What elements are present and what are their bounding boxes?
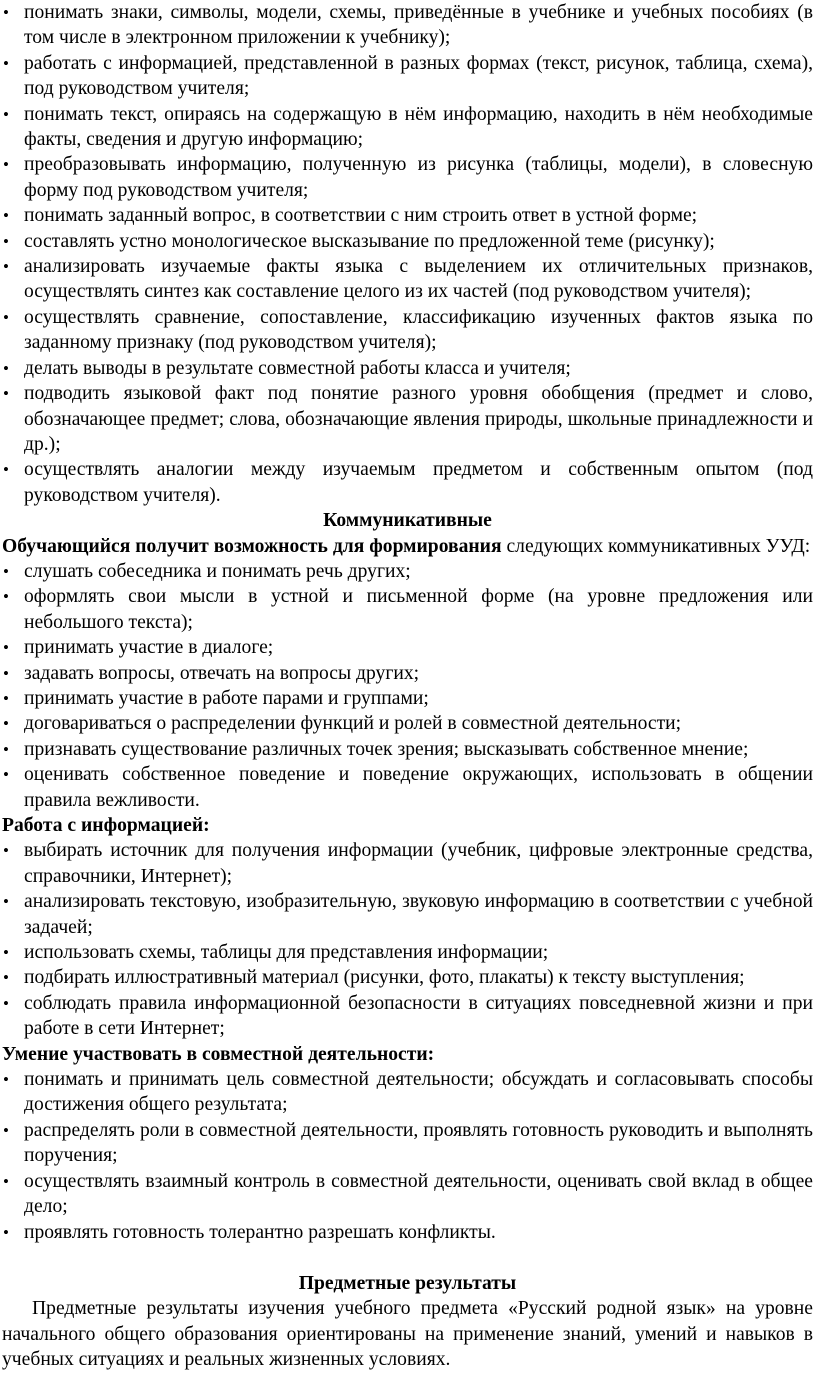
list-item: • задавать вопросы, отвечать на вопросы других; bbox=[2, 661, 813, 686]
list-item: • анализировать текстовую, изобразительную, звуковую информацию в соответствии с учебной задачей; bbox=[2, 889, 813, 940]
communicative-intro bbox=[2, 534, 813, 559]
list-item: • понимать знаки, символы, модели, схемы, приведённые в учебнике и учебных пособиях (в том числе в электронном приложении к учебнику); bbox=[2, 0, 813, 51]
list-item: • понимать заданный вопрос, в соответствии с ним строить ответ в устной форме; bbox=[2, 203, 813, 228]
list-item: • анализировать изучаемые факты языка с выделением их отличительных признаков, осуществлять синтез как составление целого из их частей (под руководством учителя); bbox=[2, 254, 813, 305]
list-item: • признавать существование различных точек зрения; высказывать собственное мнение; bbox=[2, 737, 813, 762]
list-item: • договариваться о распределении функций и ролей в совместной деятельности; bbox=[2, 711, 813, 736]
list-item: • оформлять свои мысли в устной и письменной форме (на уровне предложения или небольшого текста); bbox=[2, 584, 813, 635]
information-list bbox=[2, 838, 813, 1041]
communicative-list bbox=[2, 559, 813, 813]
information-heading: Работа с информацией: bbox=[2, 815, 210, 836]
list-item: • слушать собеседника и понимать речь других; bbox=[2, 559, 813, 584]
communicative-intro-bold: Обучающийся получит возможность для формирования bbox=[2, 535, 502, 557]
list-item: • осуществлять взаимный контроль в совместной деятельности, оценивать свой вклад в общее дело; bbox=[2, 1169, 813, 1220]
communicative-intro-rest: следующих коммуникативных УУД: bbox=[501, 535, 811, 557]
list-item: • понимать и принимать цель совместной деятельности; обсуждать и согласовывать способы достижения общего результата; bbox=[2, 1067, 813, 1118]
list-item: • преобразовывать информацию, полученную из рисунка (таблицы, модели), в словесную форму под руководством учителя; bbox=[2, 152, 813, 203]
list-item: • осуществлять сравнение, сопоставление, классификацию изученных фактов языка по заданному признаку (под руководством учителя); bbox=[2, 305, 813, 356]
subject-results-paragraph: Предметные результаты изучения учебного предмета «Русский родной язык» на уровне начального общего образования ориентированы на применение знаний, умений и навыков в учебных ситуациях и реальных жизненных условиях. bbox=[2, 1298, 813, 1371]
list-item: • проявлять готовность толерантно разрешать конфликты. bbox=[2, 1220, 813, 1245]
list-item: • понимать текст, опираясь на содержащую в нём информацию, находить в нём необходимые факты, сведения и другую информацию; bbox=[2, 102, 813, 153]
list-item: • подбирать иллюстративный материал (рисунки, фото, плакаты) к тексту выступления; bbox=[2, 965, 813, 990]
list-item: • принимать участие в работе парами и группами; bbox=[2, 686, 813, 711]
list-item: • соблюдать правила информационной безопасности в ситуациях повседневной жизни и при работе в сети Интернет; bbox=[2, 991, 813, 1042]
cooperation-heading: Умение участвовать в совместной деятельности: bbox=[2, 1043, 435, 1065]
list-item: • принимать участие в диалоге; bbox=[2, 635, 813, 660]
list-item: • осуществлять аналогии между изучаемым предметом и собственным опытом (под руководством учителя). bbox=[2, 457, 813, 508]
communicative-heading: Коммуникативные bbox=[323, 510, 492, 532]
list-item: • подводить языковой факт под понятие разного уровня обобщения (предмет и слово, обозначающее предмет; слова, обозначающие явления природы, школьные принадлежности и др.); bbox=[2, 381, 813, 457]
cooperation-list bbox=[2, 1067, 813, 1245]
subject-results-heading: Предметные результаты bbox=[298, 1272, 517, 1294]
cognitive-list bbox=[2, 0, 813, 508]
list-item: • использовать схемы, таблицы для представления информации; bbox=[2, 940, 813, 965]
list-item: • работать с информацией, представленной в разных формах (текст, рисунок, таблица, схема), под руководством учителя; bbox=[2, 51, 813, 102]
section-spacer bbox=[2, 1245, 813, 1271]
list-item: • оценивать собственное поведение и поведение окружающих, использовать в общении правила вежливости. bbox=[2, 762, 813, 813]
list-item: • составлять устно монологическое высказывание по предложенной теме (рисунку); bbox=[2, 229, 813, 254]
list-item: • делать выводы в результате совместной работы класса и учителя; bbox=[2, 356, 813, 381]
list-item: • распределять роли в совместной деятельности, проявлять готовность руководить и выполнять поручения; bbox=[2, 1118, 813, 1169]
list-item: • выбирать источник для получения информации (учебник, цифровые электронные средства, справочники, Интернет); bbox=[2, 838, 813, 889]
